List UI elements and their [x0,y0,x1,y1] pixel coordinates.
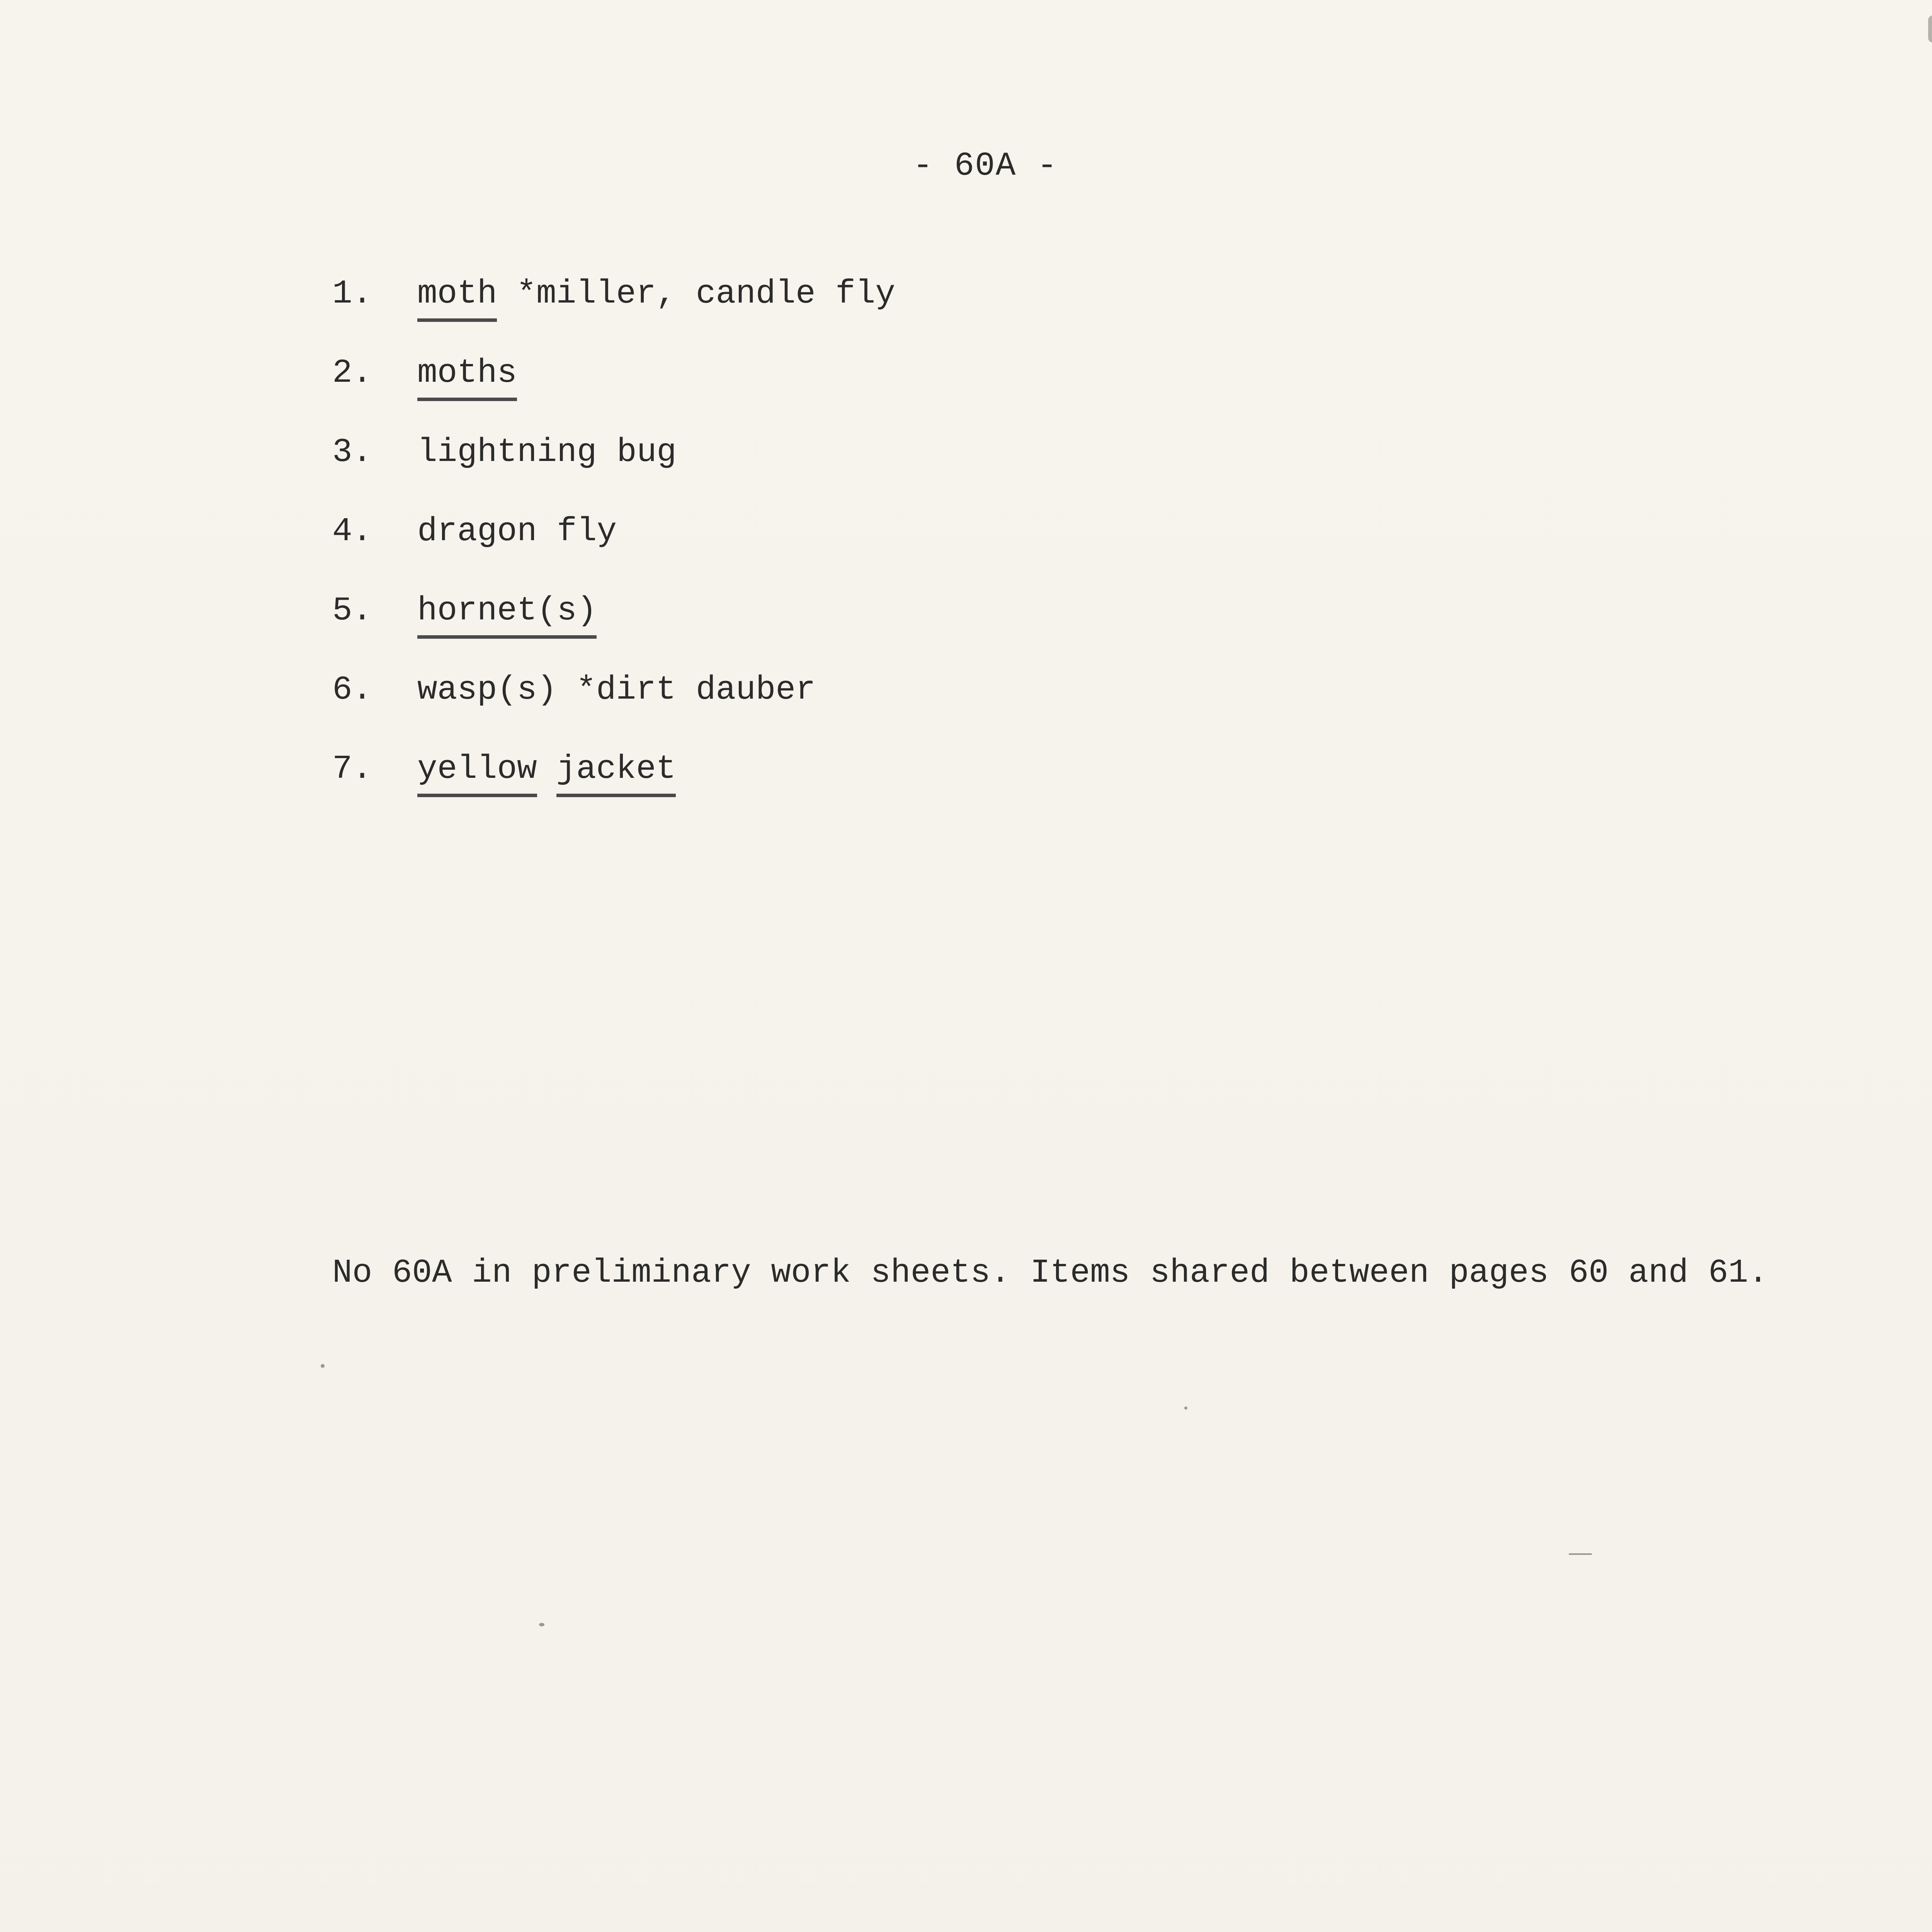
item-term: hornet(s) [417,587,597,639]
list-item [332,350,1646,429]
list-item [332,667,1646,746]
item-term: wasp(s) [417,671,557,709]
item-variant: *miller, candle fly [516,275,895,313]
item-number: 1. [332,275,372,313]
item-number: 7. [332,750,372,788]
item-term: jacket [556,746,676,797]
list-item [332,746,1646,825]
item-number: 2. [332,354,372,392]
list-item [332,270,1646,350]
item-term: yellow [417,746,537,797]
item-number: 3. [332,433,372,471]
item-term: moth [417,270,497,322]
item-term: moths [417,350,517,401]
item-variant: *dirt dauber [576,671,816,709]
paper-speck [321,1364,325,1368]
item-number: 5. [332,592,372,629]
page-number: - 60A - [913,147,1058,185]
list-item [332,508,1646,587]
item-number: 4. [332,512,372,550]
paper-speck [1184,1406,1187,1410]
paper-speck [539,1623,544,1626]
paper-speck [1569,1553,1592,1555]
item-list [332,270,1646,825]
list-item [332,587,1646,667]
list-item [332,429,1646,508]
footer-note: No 60A in preliminary work sheets. Items shared between pages 60 and 61. [332,1254,1768,1292]
item-term: lightning bug [417,433,677,471]
item-number: 6. [332,671,372,709]
paper-speck [1928,15,1932,43]
item-term: dragon fly [417,512,617,550]
